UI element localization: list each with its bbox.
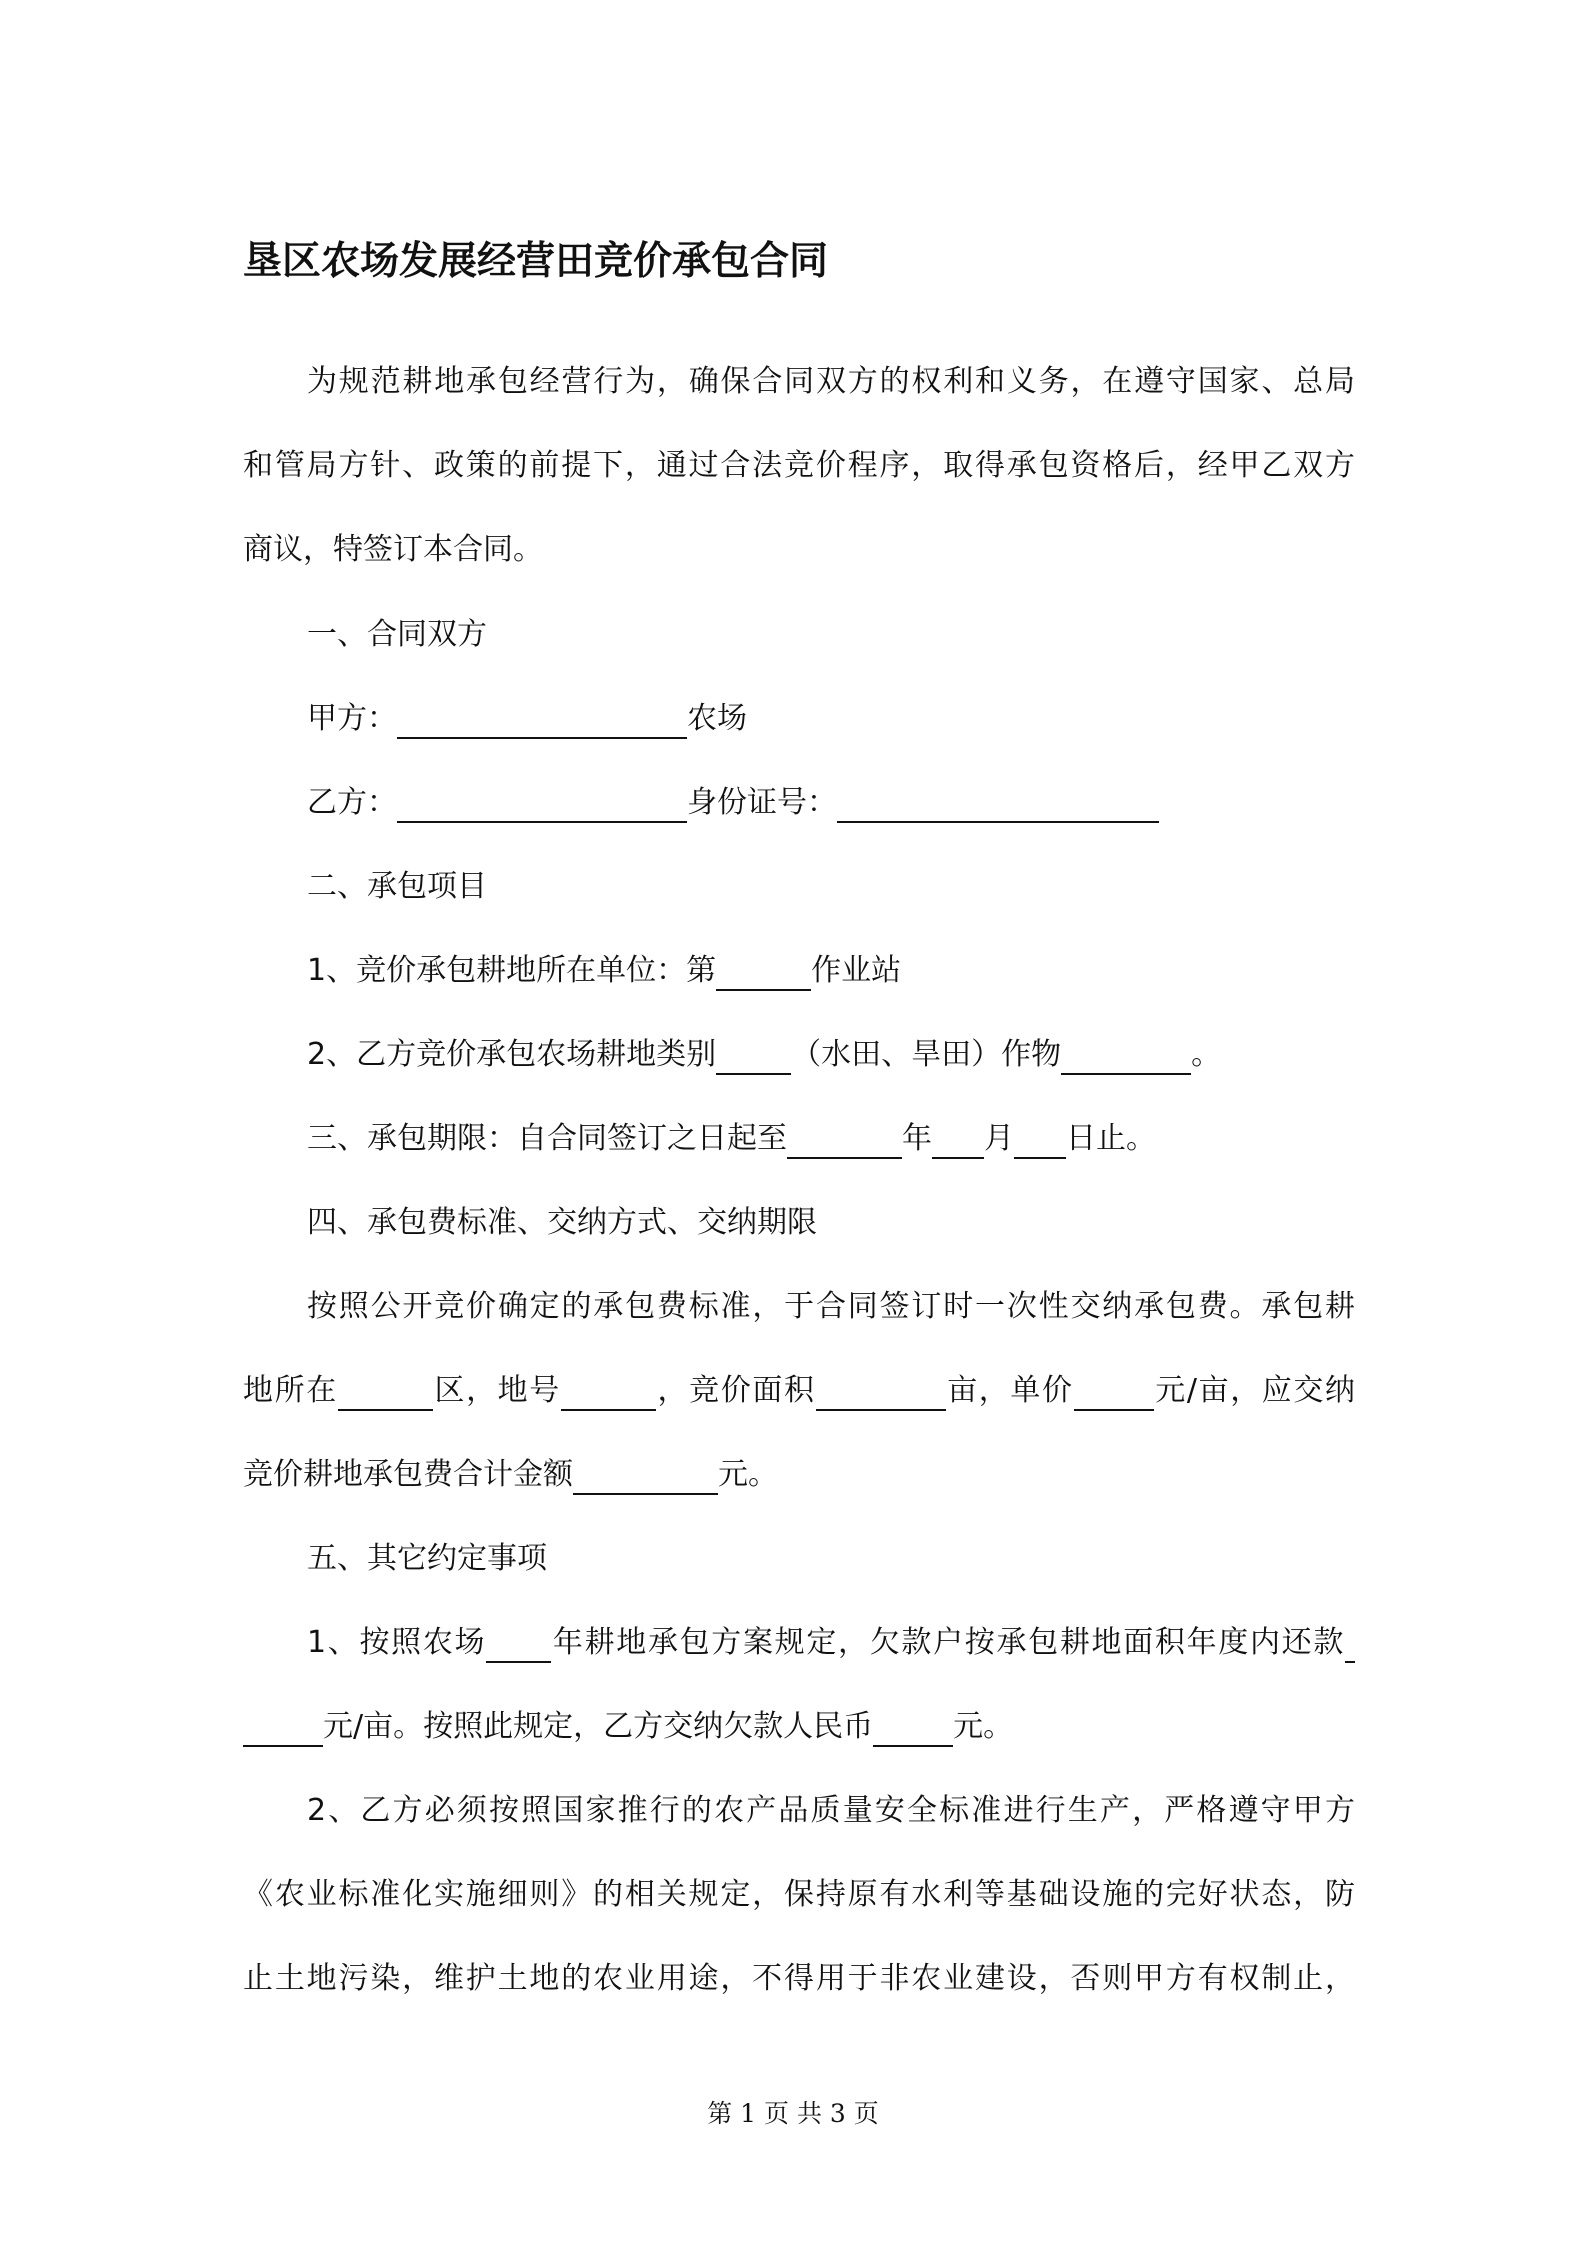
term-month-label: 月: [984, 1121, 1014, 1156]
item1-c: 元/亩。按照此规定，乙方交纳欠款人民币: [323, 1709, 874, 1744]
term-prefix: 三、承包期限：自合同签订之日起至: [307, 1121, 787, 1156]
item-1-prefix: 1、竞价承包耕地所在单位：第: [307, 953, 717, 988]
line2-c: ，竞价面积: [655, 1373, 816, 1408]
section-5-item-2-line-1: 2、乙方必须按照国家推行的农产品质量安全标准进行生产，严格遵守甲方: [307, 1793, 1355, 1828]
item-1-suffix: 作业站: [811, 953, 902, 988]
party-a-blank: [397, 697, 687, 739]
party-b-blank: [397, 781, 687, 823]
crop-blank: [1061, 1033, 1191, 1075]
item-2-end: 。: [1191, 1037, 1222, 1072]
section-2-item-1: [307, 941, 901, 1001]
section-5-item-2-line-3: 止土地污染，维护土地的农业用途，不得用于非农业建设，否则甲方有权制止，: [243, 1961, 1355, 1996]
term-suffix: 日止。: [1066, 1121, 1156, 1156]
intro-paragraph: [243, 340, 1355, 592]
plan-year-blank: [486, 1621, 551, 1663]
section-4-heading: 四、承包费标准、交纳方式、交纳期限: [307, 1205, 817, 1240]
section-2-item-2: [307, 1025, 1221, 1085]
section-4-line-2: [243, 1349, 1355, 1433]
item1-a: 1、按照农场: [307, 1625, 487, 1660]
section-5-heading: 五、其它约定事项: [307, 1541, 547, 1576]
work-station-blank: [716, 949, 811, 991]
area-blank: [816, 1369, 946, 1411]
section-5-item-1-line-1: [243, 1601, 1355, 1685]
line3-b: 元。: [718, 1457, 778, 1492]
section-3-term: [307, 1109, 1156, 1169]
term-year-blank: [787, 1117, 902, 1159]
section-5-item-2: [243, 1769, 1355, 2021]
item-2-prefix: 2、乙方竞价承包农场耕地类别: [307, 1037, 717, 1072]
repay-rate-blank: [243, 1705, 323, 1747]
line2-d: 亩，单价: [945, 1373, 1074, 1408]
id-number-blank: [837, 781, 1159, 823]
total-amount-blank: [573, 1453, 718, 1495]
party-b-row: [307, 773, 1159, 833]
section-4-line-3: [243, 1433, 1355, 1517]
unit-price-blank: [1074, 1369, 1154, 1411]
land-type-blank: [716, 1033, 791, 1075]
section-4-paragraph: [243, 1265, 1355, 1517]
item-2-mid: （水田、旱田）作物: [791, 1037, 1062, 1072]
line2-b: 区，地号: [432, 1373, 561, 1408]
item1-d: 元。: [953, 1709, 1014, 1744]
document-title: 垦区农场发展经营田竞价承包合同: [243, 239, 829, 284]
party-a-label: 甲方：: [307, 701, 397, 736]
section-2-heading: 二、承包项目: [307, 869, 487, 904]
page-footer: 第 1 页 共 3 页: [707, 2099, 879, 2128]
section-1-heading: 一、合同双方: [307, 617, 487, 652]
party-b-label: 乙方：: [307, 785, 397, 820]
line3-a: 竞价耕地承包费合计金额: [243, 1457, 573, 1492]
id-number-label: 身份证号：: [687, 785, 837, 820]
section-5-item-1: [243, 1601, 1355, 1769]
party-a-row: [307, 689, 747, 749]
line2-a: 地所在: [243, 1373, 338, 1408]
arrears-blank: [873, 1705, 953, 1747]
party-a-suffix: 农场: [687, 701, 747, 736]
item1-b: 年耕地承包方案规定，欠款户按承包耕地面积年度内还款: [551, 1625, 1346, 1660]
line2-e: 元/亩，应交纳: [1153, 1373, 1356, 1408]
district-blank: [338, 1369, 433, 1411]
section-4-line-1: 按照公开竞价确定的承包费标准，于合同签订时一次性交纳承包费。承包耕: [307, 1289, 1355, 1324]
plot-number-blank: [561, 1369, 656, 1411]
intro-line-3: 商议，特签订本合同。: [243, 532, 543, 567]
intro-line-1: 为规范耕地承包经营行为，确保合同双方的权利和义务，在遵守国家、总局: [307, 364, 1355, 399]
section-5-item-1-line-2: [243, 1685, 1355, 1769]
section-5-item-2-line-2: 《农业标准化实施细则》的相关规定，保持原有水利等基础设施的完好状态，防: [243, 1877, 1355, 1912]
repay-tail-blank: [1345, 1621, 1355, 1663]
term-day-blank: [1014, 1117, 1066, 1159]
term-year-label: 年: [902, 1121, 932, 1156]
term-month-blank: [932, 1117, 984, 1159]
intro-line-2: 和管局方针、政策的前提下，通过合法竞价程序，取得承包资格后，经甲乙双方: [243, 448, 1355, 483]
